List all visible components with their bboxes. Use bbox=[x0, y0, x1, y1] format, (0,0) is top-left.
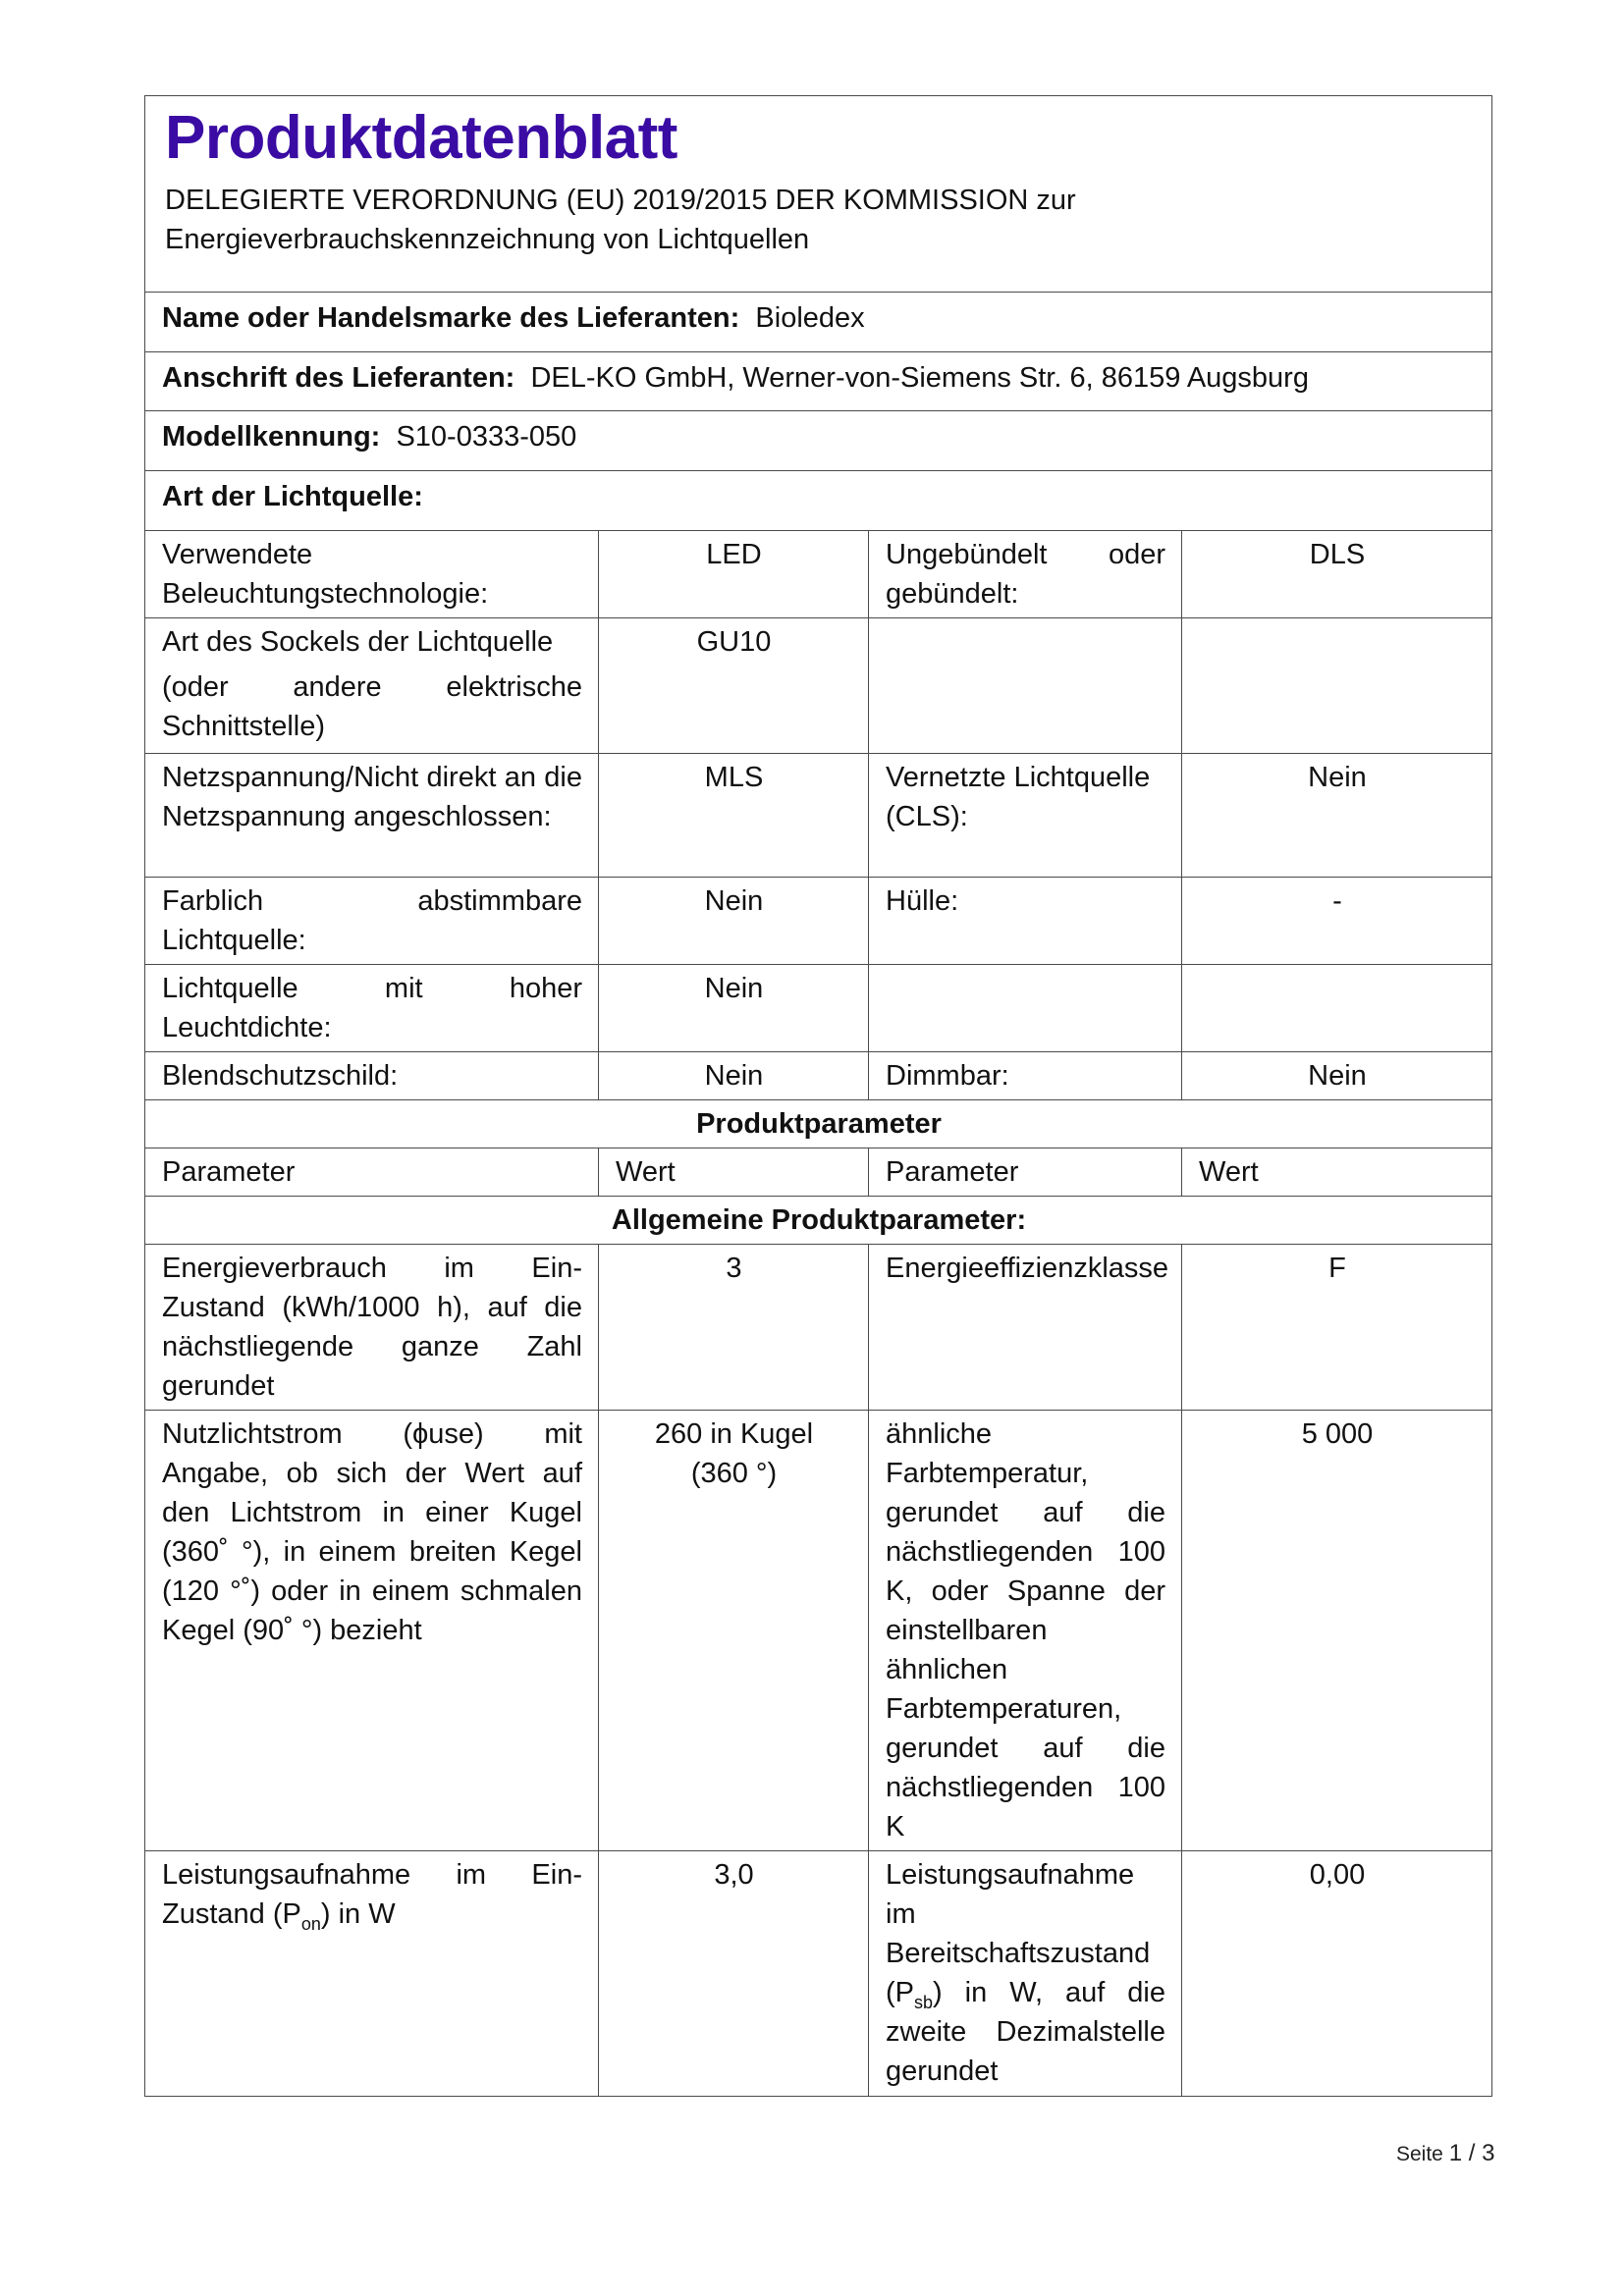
table-row bbox=[145, 754, 1492, 878]
param-value: - bbox=[1182, 878, 1492, 965]
column-header-row bbox=[145, 1148, 1492, 1197]
supplier-name-row bbox=[145, 293, 1492, 352]
param-value: 0,00 bbox=[1182, 1851, 1492, 2097]
regulation-subtitle bbox=[165, 181, 1476, 259]
param-label bbox=[869, 618, 1182, 754]
param-label: Blendschutzschild: bbox=[145, 1052, 599, 1100]
param-label: Leistungsaufnahme im Ein-Zustand $(P_{on})$ in W bbox=[145, 1851, 599, 2097]
supplier-address-row bbox=[145, 352, 1492, 411]
section-header-row bbox=[145, 1100, 1492, 1148]
supplier-name-value: Bioledex bbox=[755, 302, 865, 334]
param-value: MLS bbox=[599, 754, 869, 878]
page-number: 1 / 3 bbox=[1448, 2140, 1495, 2166]
light-source-type-row bbox=[145, 471, 1492, 531]
param-label: Ungebündelt oder gebündelt: bbox=[869, 531, 1182, 618]
param-label: Dimmbar: bbox=[869, 1052, 1182, 1100]
subtitle-line-2: Energieverbrauchskennzeichnung von Lichtquellen bbox=[165, 224, 810, 255]
title-cell bbox=[145, 96, 1492, 293]
param-label: Energieeffizienzklasse bbox=[869, 1245, 1182, 1411]
param-label: Hülle: bbox=[869, 878, 1182, 965]
param-value: Nein bbox=[1182, 754, 1492, 878]
column-header: Wert bbox=[1182, 1148, 1492, 1197]
param-value: 3 bbox=[599, 1245, 869, 1411]
param-label: Nutzlichtstrom (ϕuse) mit Angabe, ob sich der Wert auf den Lichtstrom in einer Kugel (360˚ °), in einem breiten Kegel (120 °˚) oder in einem schmalen Kegel (90˚ °) bezieht bbox=[145, 1411, 599, 1851]
param-value: Nein bbox=[599, 1052, 869, 1100]
page-title: Produktdatenblatt bbox=[165, 104, 677, 172]
param-value: DLS bbox=[1182, 531, 1492, 618]
param-value: 3,0 bbox=[599, 1851, 869, 2097]
luminous-flux-value: 260 in Kugel bbox=[654, 1418, 814, 1450]
param-label: Verwendete Beleuchtungstechnologie: bbox=[145, 531, 599, 618]
table-row bbox=[145, 1052, 1492, 1100]
luminous-flux-angle: (360 °) bbox=[690, 1458, 778, 1489]
supplier-address-value: DEL-KO GmbH, Werner-von-Siemens Str. 6, 86159 Augsburg bbox=[530, 362, 1309, 394]
param-label: Energieverbrauch im Ein-Zustand (kWh/1000 h), auf die nächstliegende ganze Zahl gerundet bbox=[145, 1245, 599, 1411]
param-value: 5 000 bbox=[1182, 1411, 1492, 1851]
param-label: Netzspannung/Nicht direkt an die Netzspannung angeschlossen: bbox=[145, 754, 599, 878]
table-row bbox=[145, 618, 1492, 754]
table-row bbox=[145, 531, 1492, 618]
param-value bbox=[599, 1411, 869, 1851]
model-label: Modellkennung: bbox=[162, 421, 381, 453]
supplier-name-label: Name oder Handelsmarke des Lieferanten: bbox=[162, 302, 740, 334]
param-label: Leistungsaufnahme im Bereitschaftszustand $(P_{sb})$ in W, auf die zweite Dezimalstelle gerundet bbox=[869, 1851, 1182, 2097]
column-header: Wert bbox=[599, 1148, 869, 1197]
supplier-address-label: Anschrift des Lieferanten: bbox=[162, 362, 515, 394]
subtitle-line-1: DELEGIERTE VERORDNUNG (EU) 2019/2015 DER KOMMISSION zur bbox=[165, 185, 1076, 216]
param-value: Nein bbox=[599, 965, 869, 1052]
section-header-row bbox=[145, 1197, 1492, 1245]
param-label: ähnliche Farbtemperatur, gerundet auf die nächstliegenden 100 K, oder Spanne der einstellbaren ähnlichen Farbtemperaturen, gerundet auf die nächstliegenden 100 K bbox=[869, 1411, 1182, 1851]
table-row bbox=[145, 1245, 1492, 1411]
param-value: LED bbox=[599, 531, 869, 618]
param-label: Lichtquelle mit hoher Leuchtdichte: bbox=[145, 965, 599, 1052]
param-value: GU10 bbox=[599, 618, 869, 754]
param-label: Vernetzte Lichtquelle (CLS): bbox=[869, 754, 1182, 878]
table-row bbox=[145, 1411, 1492, 1851]
model-value: S10-0333-050 bbox=[396, 421, 577, 453]
column-header: Parameter bbox=[145, 1148, 599, 1197]
energy-class-value: F bbox=[1182, 1245, 1492, 1411]
table-row bbox=[145, 878, 1492, 965]
column-header: Parameter bbox=[869, 1148, 1182, 1197]
title-row bbox=[145, 96, 1492, 293]
param-label bbox=[869, 965, 1182, 1052]
param-value: Nein bbox=[599, 878, 869, 965]
table-row bbox=[145, 1851, 1492, 2097]
table-row bbox=[145, 965, 1492, 1052]
socket-label-line: Art des Sockels der Lichtquelle bbox=[162, 626, 554, 658]
section-title: Produktparameter bbox=[145, 1100, 1492, 1148]
page-label: Seite bbox=[1396, 2143, 1443, 2165]
page-footer bbox=[1396, 2140, 1494, 2167]
product-datasheet-table bbox=[144, 95, 1492, 2097]
model-row bbox=[145, 411, 1492, 471]
param-value bbox=[1182, 965, 1492, 1052]
socket-label-note: (oder andere elektrische Schnittstelle) bbox=[162, 671, 582, 742]
param-value: Nein bbox=[1182, 1052, 1492, 1100]
light-source-type-label: Art der Lichtquelle: bbox=[162, 481, 423, 512]
param-value bbox=[1182, 618, 1492, 754]
general-parameters-title: Allgemeine Produktparameter: bbox=[145, 1197, 1492, 1245]
param-label: Farblich abstimmbare Lichtquelle: bbox=[145, 878, 599, 965]
param-label bbox=[145, 618, 599, 754]
